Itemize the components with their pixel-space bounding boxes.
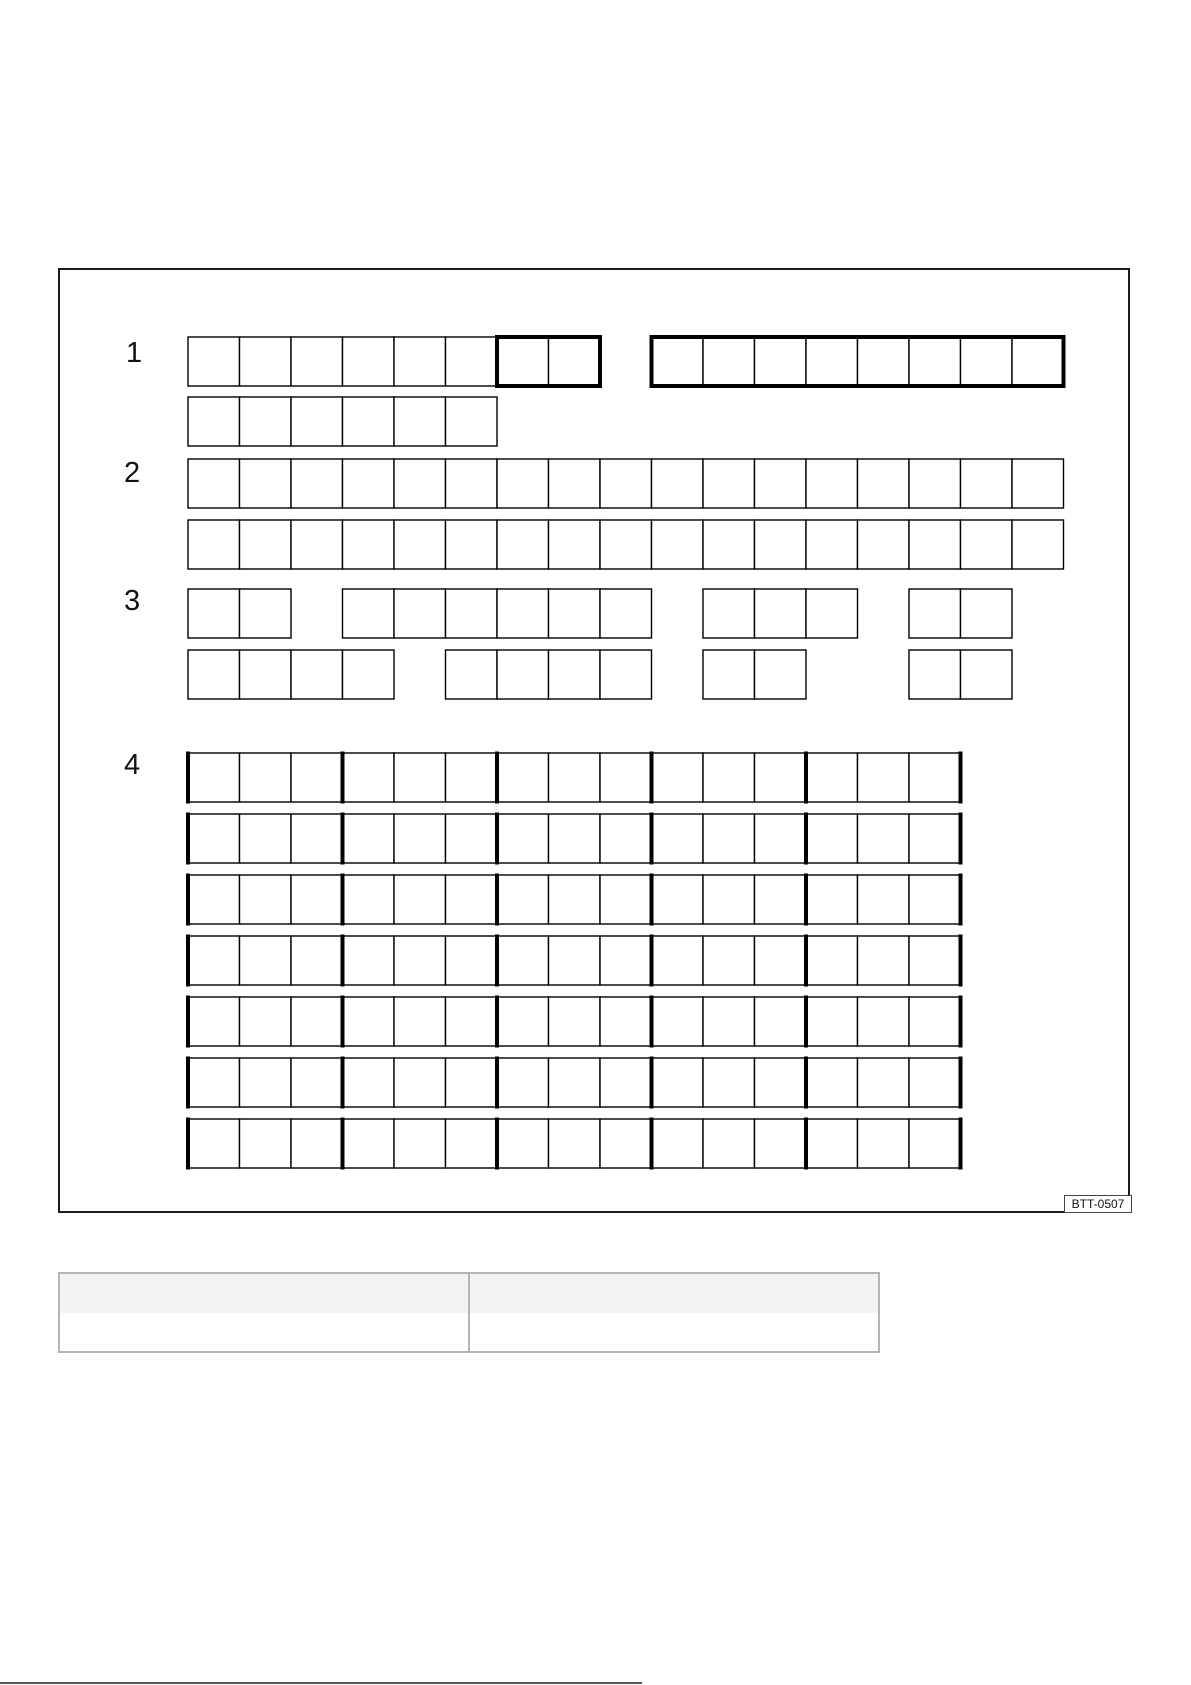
- table-column: [60, 1274, 468, 1351]
- figure-frame: [58, 268, 1130, 1213]
- info-table: [58, 1272, 880, 1353]
- section-number-2: 2: [124, 457, 141, 489]
- table-value-cell: [470, 1313, 878, 1351]
- section-number-3: 3: [124, 585, 141, 617]
- table-header-cell: [470, 1274, 878, 1313]
- page-edge-mark: [0, 1682, 642, 1684]
- section-number-1: 1: [126, 337, 143, 369]
- table-header-cell: [60, 1274, 468, 1313]
- table-column: [468, 1274, 878, 1351]
- figure-reference-tag: BTT-0507: [1064, 1195, 1132, 1213]
- table-value-cell: [60, 1313, 468, 1351]
- section-number-4: 4: [124, 749, 141, 781]
